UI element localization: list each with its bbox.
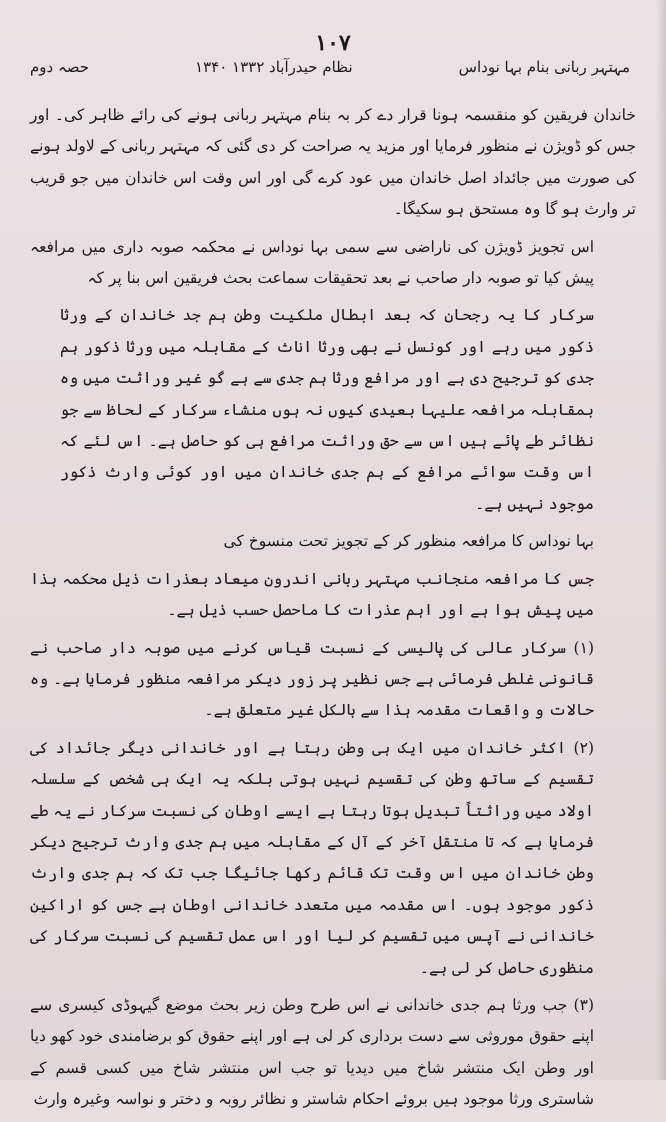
header-part-label: حصہ دوم (30, 58, 90, 76)
paragraph-decision: بہا نوداس کا مرافعہ منظور کر کے تجویز تحت منسوخ کی (223, 532, 594, 551)
paragraph-objection-3: (۳) جب ورثا ہم جدی خاندانی نے اس طرح وطن زیر بحث موضع گیہوڈی کیسری سے اپنے حقوق موروثی سے دست برداری کر لی ہے اور اپنے حقوق کو برضامندی خود کھو دیا اور وطن ایک منتشر شاخ میں دیدیا تو جب اس منتشر شاخ میں کسی قسم کے شاستری ورثا موجود ہیں بروئے احکام شاستر و نظائر روبہ و دختر و نواسہ وغیرہ وارث (30, 995, 594, 1109)
header-case-title: مہتہر ربانی بنام بہا نوداس (458, 58, 630, 76)
paragraph-intro: خاندان فریقین کو منقسمہ ہونا قرار دے کر بہ بنام مہتہر ربانی ہونے کی رائے ظاہر کی۔ اور جس کو ڈویژن نے منظور فرمایا اور مزید یہ صراحت کر دی گئی کہ مہتہر ربانی کے لاولد ہونے کی صورت میں جائداد اصل خاندان میں عود کرے گی اور اس وقت اس خاندان میں جو قریب تر وارث ہو گا وہ مستحق ہو سکیگا۔ (30, 106, 636, 219)
document-body (30, 100, 636, 1122)
running-header (30, 58, 630, 76)
paragraph-reasoning-quote: سرکار کا یہ رجحان کہ بعد ابطال ملکیت وطن ہم جد خاندان کے ورثا ذکور میں رہے اور کونسل نے بھی ورثا اناث کے مقابلہ میں ورثا ذکور ہم جدی کو ترجیح دی ہے اور مرافع ورثا ہم جدی سے ہے گو غیر وراثت میں وہ بمقابلہ مرافعہ علیہا بعیدی کیوں نہ ہوں منشاء سرکار کے لحاظ سے جو نظائر طے پائے ہیں اس سے حق وراثت مرافع ہی کو حاصل ہے۔ اس لئے کہ اس وقت سوائے مرافع کے ہم جدی خاندان میں اور کوئی وارث ذکور موجود نہیں ہے۔ (60, 306, 594, 513)
paragraph-objections-intro: جس کا مرافعہ منجانب مہتہر ربانی اندرون میعاد بعذرات ذیل محکمہ ہذا میں پیش ہوا ہے اور اہم عذرات کا ماحصل حسب ذیل ہے۔ (30, 569, 594, 620)
page-number: ۱۰۷ (315, 30, 351, 56)
paragraph-appeal: اس تجویز ڈویژن کی ناراضی سے سمی بہا نوداس نے محکمہ صوبہ داری میں مرافعہ پیش کیا تو صوبہ دار صاحب نے بعد تحقیقات سماعت بحث فریقین اس بنا پر کہ (30, 237, 594, 288)
paragraph-objection-1: (۱) سرکار عالی کی پالیسی کے نسبت قیاس کرنے میں صوبہ دار صاحب نے قانونی غلطی فرمائی ہے جس نظیر پر زور دیکر مرافعہ منظور فرمایا ہے۔ وہ حالات و واقعات مقدمہ ہذا سے بالکل غیر متعلق ہے۔ (30, 638, 594, 720)
header-reference: ۱۳۴۰ ۱۳۳۲ نظام حیدرآباد (195, 58, 353, 76)
paragraph-objection-2: (۲) اکثر خاندان میں ایک ہی وطن رہتا ہے اور خاندانی دیگر جائداد کی تقسیم کے ساتھ وطن کی تقسیم نہیں ہوتی بلکہ یہ ایک ہی شخص کے سلسلہ اولاد میں وراثتاً تبدیل ہوتا رہتا ہے ایسے اوطان کی نسبت سرکار نے یہ طے فرمایا ہے کہ تا منتقل آخر کے آل کے مقابلہ میں ہم جدی وارث ترجیح دیکر وطن خاندان میں اس وقت تک قائم رکھا جائیگا جب تک کہ ہم جدی وارث ذکور موجود ہوں۔ اس مقدمہ میں متعدد خاندانی اوطان ہے جس کو اراکین خاندانی نے آپس میں تقسیم کر لیا اور اس عمل تقسیم کی نسبت سرکار کی منظوری حاصل کر لی ہے۔ (30, 738, 594, 977)
page-edge-shadow (656, 0, 666, 1080)
